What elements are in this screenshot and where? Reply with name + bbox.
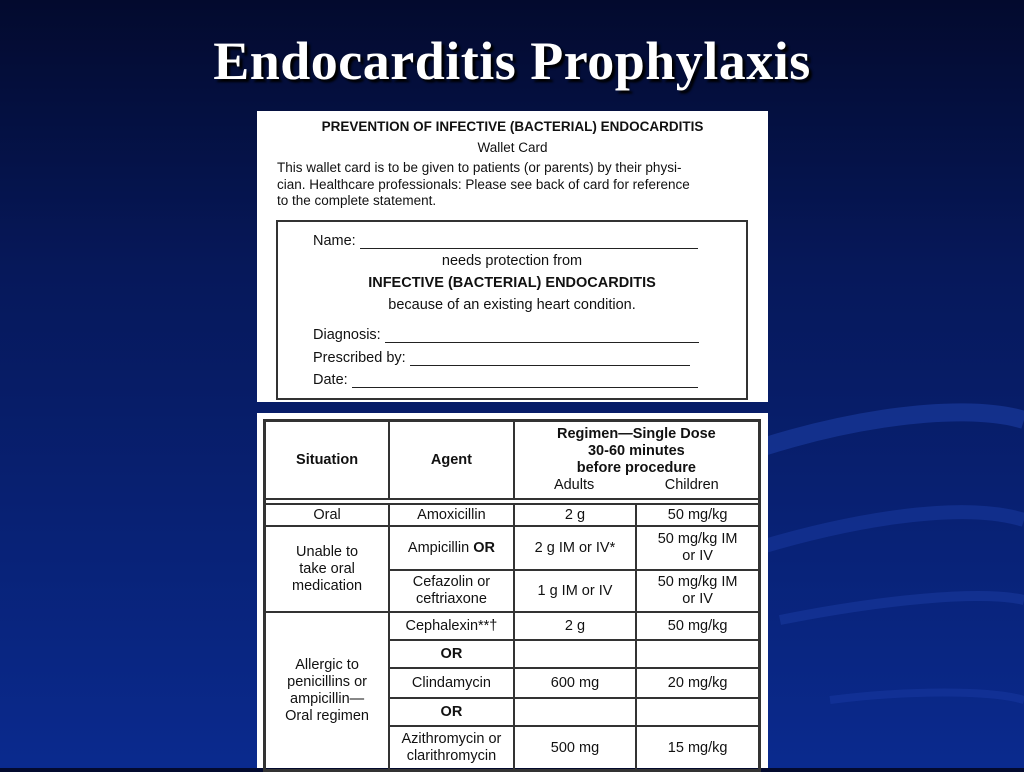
- needs-protection-text: needs protection from: [441, 253, 583, 269]
- name-row: [313, 233, 698, 249]
- prescribed-blank-line: [410, 353, 690, 366]
- card-heading: PREVENTION OF INFECTIVE (BACTERIAL) ENDOCARDITIS: [321, 119, 704, 134]
- oral-adults: 2 g: [514, 504, 637, 526]
- name-blank-line: [360, 236, 698, 249]
- clindamycin-children: 20 mg/kg: [636, 668, 759, 698]
- allergic-situation: [265, 612, 389, 770]
- diagnosis-row: [313, 327, 699, 343]
- intro-line: cian. Healthcare professionals: Please see back of card for reference: [277, 176, 690, 192]
- ampicillin-adults: 2 g IM or IV*: [514, 526, 637, 570]
- ampicillin-name: Ampicillin: [407, 539, 470, 556]
- situation-line: penicillins or: [287, 674, 367, 690]
- oral-children: 50 mg/kg: [636, 504, 759, 526]
- oral-agent: Amoxicillin: [389, 504, 514, 526]
- unable-situation: [265, 526, 389, 612]
- date-row: [313, 372, 698, 388]
- situation-line: Allergic to: [295, 657, 359, 673]
- diagnosis-label: Diagnosis:: [313, 327, 381, 343]
- ampicillin-children: [636, 526, 759, 570]
- cephalexin-agent: Cephalexin**†: [389, 612, 514, 640]
- date-blank-line: [352, 375, 698, 388]
- ampicillin-or: OR: [473, 539, 495, 556]
- name-label: Name:: [313, 233, 356, 249]
- oral-situation: Oral: [265, 504, 389, 526]
- regimen-title-line2: 30-60 minutes: [587, 443, 685, 459]
- clindamycin-agent: Clindamycin: [389, 668, 514, 698]
- because-text: because of an existing heart condition.: [388, 297, 636, 313]
- agent-line: Cefazolin or: [412, 574, 491, 590]
- situation-line: ampicillin—: [290, 691, 365, 707]
- agent-line: Azithromycin or: [401, 731, 502, 747]
- regimen-table: [263, 419, 761, 772]
- children-dose-line: or IV: [682, 591, 713, 607]
- header-children: Children: [664, 477, 719, 493]
- situation-line: medication: [292, 577, 363, 594]
- prescribed-label: Prescribed by:: [313, 350, 406, 366]
- empty-cell: [636, 640, 759, 668]
- children-dose-line: or IV: [682, 548, 713, 564]
- card-form-box: [276, 220, 748, 400]
- cephalexin-children: 50 mg/kg: [636, 612, 759, 640]
- situation-line: Oral regimen: [285, 708, 369, 724]
- diagnosis-blank-line: [385, 330, 699, 343]
- azithromycin-children: 15 mg/kg: [636, 726, 759, 770]
- cefazolin-agent: [389, 570, 514, 612]
- slide-title: Endocarditis Prophylaxis: [213, 31, 811, 91]
- azithromycin-adults: 500 mg: [514, 726, 637, 770]
- prescribed-row: [313, 350, 690, 366]
- or-label: OR: [389, 640, 514, 668]
- intro-line: to the complete statement.: [277, 193, 437, 208]
- azithromycin-agent: [389, 726, 514, 770]
- children-dose-line: 50 mg/kg IM: [657, 574, 738, 590]
- cephalexin-adults: 2 g: [514, 612, 637, 640]
- regimen-title-line3: before procedure: [576, 460, 696, 476]
- card-subheading: Wallet Card: [477, 140, 548, 155]
- condition-text: INFECTIVE (BACTERIAL) ENDOCARDITIS: [368, 275, 656, 291]
- header-agent: Agent: [389, 421, 514, 499]
- situation-line: take oral: [299, 560, 355, 577]
- header-adults: Adults: [553, 477, 595, 493]
- empty-cell: [514, 640, 637, 668]
- table-row-ampicillin: [265, 526, 759, 570]
- table-row-oral: [265, 504, 759, 526]
- regimen-title-line1: Regimen—Single Dose: [556, 426, 716, 442]
- table-row-cephalexin: [265, 612, 759, 640]
- intro-line: This wallet card is to be given to patients (or parents) by their physi-: [277, 160, 682, 175]
- date-label: Date:: [313, 372, 348, 388]
- regimen-table-panel: [257, 413, 768, 768]
- ampicillin-agent: [389, 526, 514, 570]
- agent-line: ceftriaxone: [415, 591, 487, 607]
- cefazolin-children: [636, 570, 759, 612]
- agent-line: clarithromycin: [406, 748, 497, 764]
- wallet-card: [257, 111, 768, 402]
- situation-line: Unable to: [296, 543, 359, 560]
- or-label: OR: [389, 698, 514, 726]
- empty-cell: [636, 698, 759, 726]
- clindamycin-adults: 600 mg: [514, 668, 637, 698]
- regimen-subheaders: [519, 477, 754, 494]
- header-regimen: [514, 421, 759, 499]
- header-situation: Situation: [265, 421, 389, 499]
- card-intro: [277, 160, 757, 210]
- empty-cell: [514, 698, 637, 726]
- cefazolin-adults: 1 g IM or IV: [514, 570, 637, 612]
- table-header-row: [265, 421, 759, 499]
- children-dose-line: 50 mg/kg IM: [657, 531, 738, 547]
